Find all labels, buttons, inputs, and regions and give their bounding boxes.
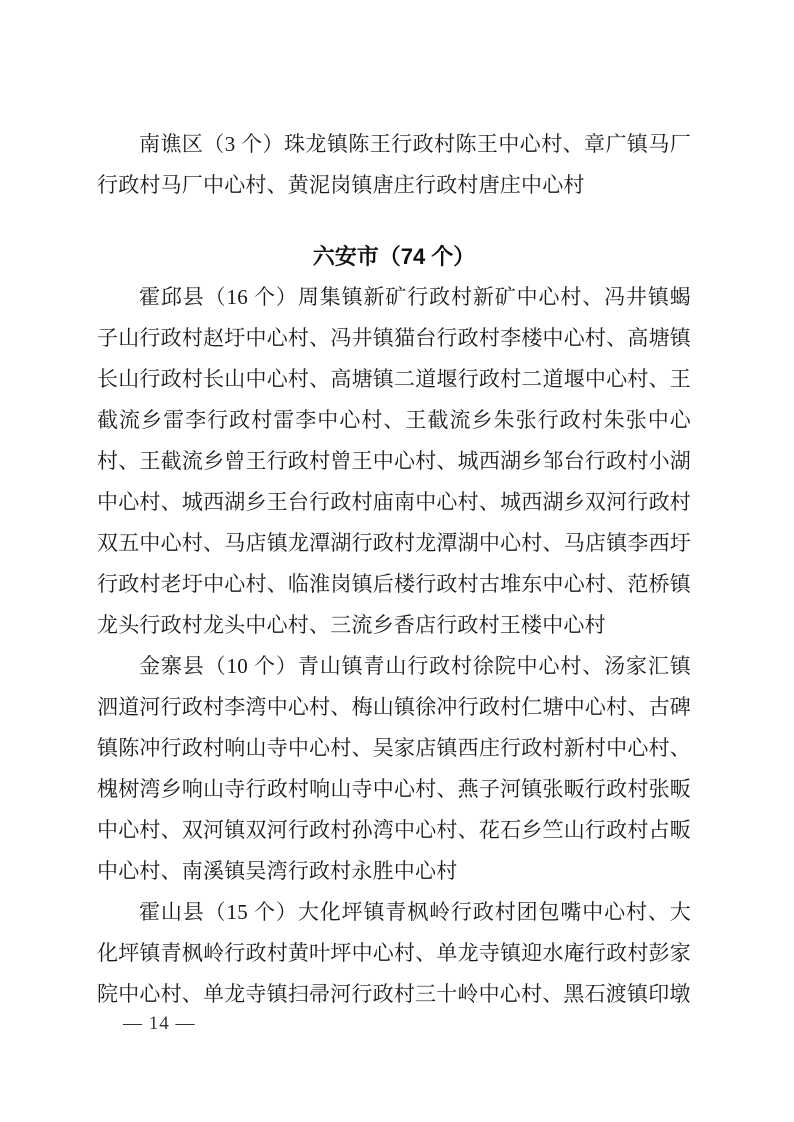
paragraph-huoqiu-county: 霍邱县（16 个）周集镇新矿行政村新矿中心村、冯井镇蝎子山行政村赵圩中心村、冯井镇猫台行政村李楼中心村、高塘镇长山行政村长山中心村、高塘镇二道堰行政村二道堰中心村、王截流乡雷李行政村雷李中心村、王截流乡朱张行政村朱张中心村、王截流乡曾王行政村曾王中心村、城西湖乡邹台行政村小湖中心村、城西湖乡王台行政村庙南中心村、城西湖乡双河行政村双五中心村、马店镇龙潭湖行政村龙潭湖中心村、马店镇李西圩行政村老圩中心村、临淮岗镇后楼行政村古堆东中心村、范桥镇龙头行政村龙头中心村、三流乡香店行政村王楼中心村 xyxy=(97,285,691,637)
paragraph-jinzhai-county: 金寨县（10 个）青山镇青山行政村徐院中心村、汤家汇镇泗道河行政村李湾中心村、梅山镇徐冲行政村仁塘中心村、古碑镇陈冲行政村响山寺中心村、吴家店镇西庄行政村新村中心村、槐树湾乡响山寺行政村响山寺中心村、燕子河镇张畈行政村张畈中心村、双河镇双河行政村孙湾中心村、花石乡竺山行政村占畈中心村、南溪镇吴湾行政村永胜中心村 xyxy=(97,654,691,883)
page-number: — 14 — xyxy=(123,1013,196,1034)
paragraph-nanqiao-continuation: 南谯区（3 个）珠龙镇陈王行政村陈王中心村、章广镇马厂行政村马厂中心村、黄泥岗镇唐庄行政村唐庄中心村 xyxy=(97,132,691,197)
paragraph-huoshan-county: 霍山县（15 个）大化坪镇青枫岭行政村团包嘴中心村、大化坪镇青枫岭行政村黄叶坪中心村、单龙寺镇迎水庵行政村彭家院中心村、单龙寺镇扫帚河行政村三十岭中心村、黑石渡镇印墩 xyxy=(97,900,691,1006)
page-content xyxy=(97,124,691,1015)
section-heading-luan-city: 六安市（74 个） xyxy=(312,244,476,269)
